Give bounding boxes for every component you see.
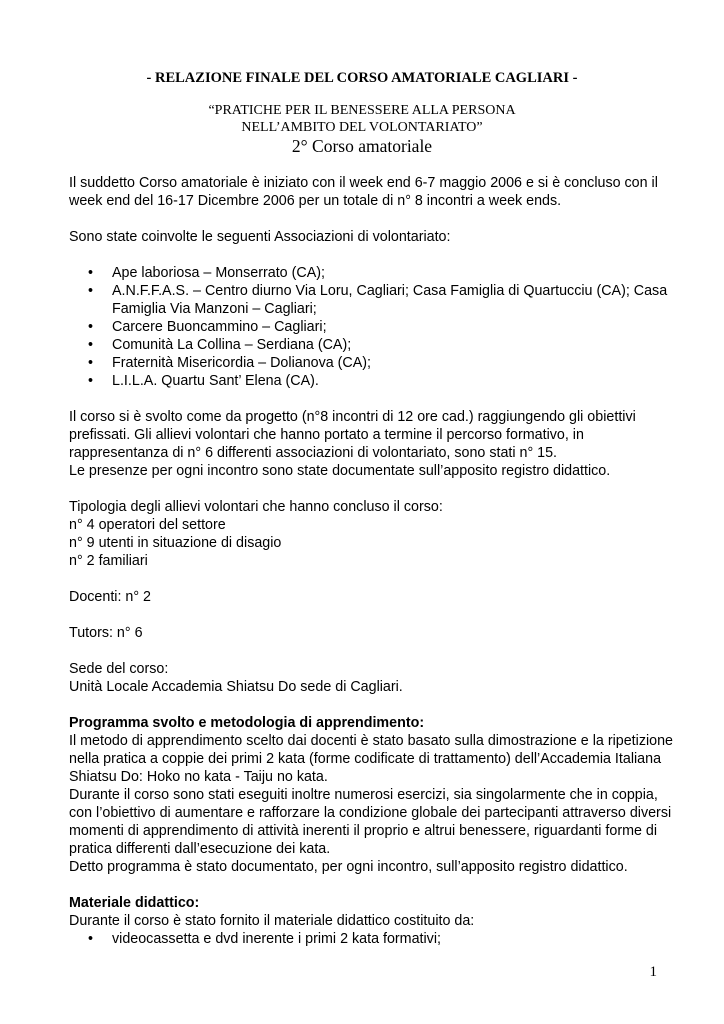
program-paragraph-1: Il metodo di apprendimento scelto dai docenti è stato basato sulla dimostrazione e la ripetizione nella pratica a coppie dei primi 2 kata (forme codificate di trattamento) dell’Accademia Italiana Shiatsu Do: Hoko no kata - Taiju no kata. — [69, 733, 674, 785]
document-body — [69, 174, 679, 948]
course-label: 2° Corso amatoriale — [291, 136, 433, 156]
program-paragraph-3: Detto programma è stato documentato, per ogni incontro, sull’apposito registro didattico. — [69, 859, 628, 875]
list-item: • Fraternità Misericordia – Dolianova (CA); — [88, 355, 372, 371]
subtitle-line-2: NELL’AMBITO DEL VOLONTARIATO” — [241, 120, 483, 135]
list-item: • videocassetta e dvd inerente i primi 2 kata formativi; — [88, 931, 441, 947]
bullet-icon: • — [88, 355, 94, 371]
intro-paragraph: Il suddetto Corso amatoriale è iniziato con il week end 6-7 maggio 2006 e si è concluso con il week end del 16-17 Dicembre 2006 per un totale di n° 8 incontri a week ends. — [69, 175, 658, 209]
list-item: • Carcere Buoncammino – Cagliari; — [88, 319, 327, 335]
bullet-icon: • — [88, 319, 94, 335]
materials-lead: Durante il corso è stato fornito il materiale didattico costituito da: — [69, 913, 475, 929]
typology-line: n° 4 operatori del settore — [69, 517, 226, 533]
program-paragraph-2: Durante il corso sono stati eseguiti inoltre numerosi esercizi, sia singolarmente che in coppia, con l’obiettivo di aumentare e rafforzare la condizione globale dei partecipanti attraverso diversi momenti di apprendimento di attività inerenti il proprio e altrui benessere, riguardanti forme di pratica differenti dall’esecuzione dei kata. — [69, 787, 672, 857]
document-subtitle — [0, 102, 724, 136]
bullet-icon: • — [88, 337, 94, 353]
bullet-icon: • — [88, 283, 94, 299]
venue-label: Sede del corso: — [69, 661, 169, 677]
page-number: 1 — [649, 964, 657, 980]
associations-list — [69, 264, 679, 390]
list-item: • Comunità La Collina – Serdiana (CA); — [88, 337, 352, 353]
typology-line: n° 9 utenti in situazione di disagio — [69, 535, 282, 551]
subtitle-line-1: “PRATICHE PER IL BENESSERE ALLA PERSONA — [208, 103, 516, 118]
progress-paragraph: Il corso si è svolto come da progetto (n°8 incontri di 12 ore cad.) raggiungendo gli obiettivi prefissati. Gli allievi volontari che hanno portato a termine il percorso formativo, in rappresentanza di n° 6 differenti associazioni di volontariato, sono stati n° 15. — [69, 409, 636, 461]
list-item: • L.I.L.A. Quartu Sant’ Elena (CA). — [88, 373, 319, 389]
attendance-paragraph: Le presenze per ogni incontro sono state documentate sull’apposito registro didattico. — [69, 463, 611, 479]
teachers-count: Docenti: n° 2 — [69, 589, 152, 605]
bullet-icon: • — [88, 373, 94, 389]
materials-list — [69, 930, 679, 948]
tutors-count: Tutors: n° 6 — [69, 625, 143, 641]
materials-heading: Materiale didattico: — [69, 895, 200, 911]
venue-value: Unità Locale Accademia Shiatsu Do sede di Cagliari. — [69, 679, 403, 695]
program-heading: Programma svolto e metodologia di apprendimento: — [69, 715, 425, 731]
bullet-icon: • — [88, 931, 94, 947]
document-title: - RELAZIONE FINALE DEL CORSO AMATORIALE CAGLIARI - — [146, 70, 578, 86]
list-item: • Ape laboriosa – Monserrato (CA); — [88, 265, 325, 281]
bullet-icon: • — [88, 265, 94, 281]
typology-lead: Tipologia degli allievi volontari che hanno concluso il corso: — [69, 499, 443, 515]
list-item: • A.N.F.F.A.S. – Centro diurno Via Loru, Cagliari; Casa Famiglia di Quartucciu (CA); Casa Famiglia Via Manzoni – Cagliari; — [88, 283, 668, 317]
associations-lead: Sono state coinvolte le seguenti Associazioni di volontariato: — [69, 229, 451, 245]
typology-line: n° 2 familiari — [69, 553, 148, 569]
